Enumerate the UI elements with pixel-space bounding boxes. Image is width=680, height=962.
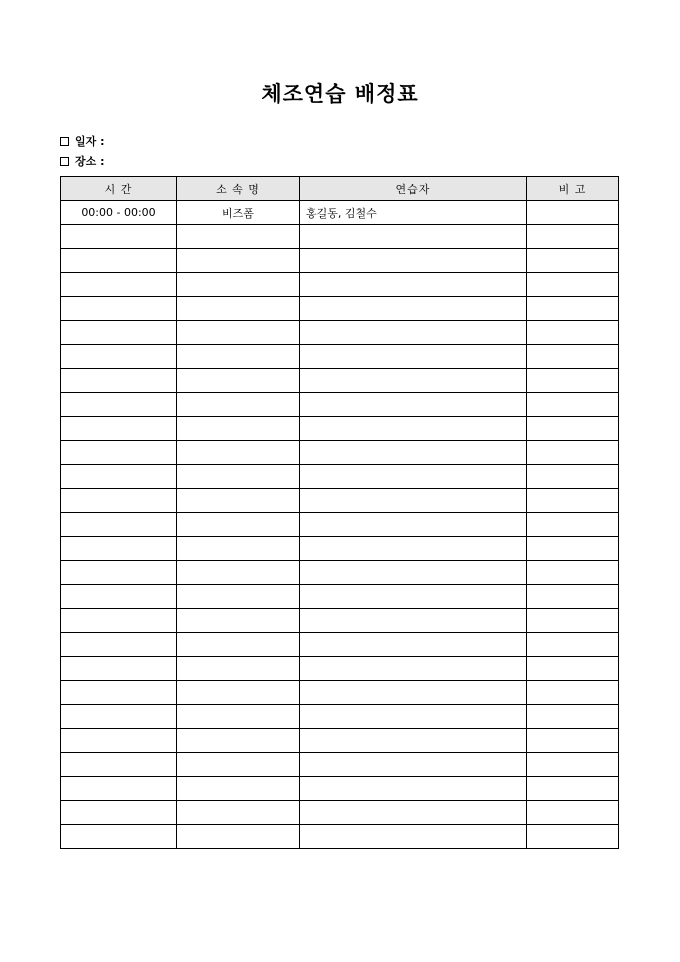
cell-affiliation	[177, 777, 300, 801]
cell-practitioner	[300, 753, 527, 777]
cell-affiliation	[177, 369, 300, 393]
table-row	[61, 441, 619, 465]
table-row	[61, 729, 619, 753]
cell-time	[61, 657, 177, 681]
cell-affiliation	[177, 633, 300, 657]
cell-time	[61, 729, 177, 753]
cell-time	[61, 249, 177, 273]
cell-remarks	[527, 729, 619, 753]
cell-time	[61, 609, 177, 633]
table-row	[61, 321, 619, 345]
cell-affiliation	[177, 801, 300, 825]
table-row	[61, 489, 619, 513]
table-row	[61, 657, 619, 681]
cell-practitioner	[300, 561, 527, 585]
table-row	[61, 417, 619, 441]
cell-time	[61, 321, 177, 345]
table-row	[61, 753, 619, 777]
cell-remarks	[527, 753, 619, 777]
table-row	[61, 705, 619, 729]
cell-time	[61, 417, 177, 441]
cell-remarks	[527, 441, 619, 465]
cell-remarks	[527, 369, 619, 393]
cell-affiliation	[177, 345, 300, 369]
cell-time	[61, 225, 177, 249]
cell-affiliation	[177, 729, 300, 753]
table-row	[61, 297, 619, 321]
cell-practitioner	[300, 249, 527, 273]
table-row	[61, 633, 619, 657]
cell-remarks	[527, 225, 619, 249]
checkbox-icon	[60, 137, 69, 146]
cell-affiliation	[177, 321, 300, 345]
cell-remarks	[527, 561, 619, 585]
cell-time	[61, 345, 177, 369]
cell-practitioner	[300, 393, 527, 417]
cell-remarks	[527, 345, 619, 369]
table-row	[61, 777, 619, 801]
date-field	[60, 133, 104, 149]
cell-remarks	[527, 777, 619, 801]
cell-practitioner	[300, 681, 527, 705]
cell-practitioner	[300, 225, 527, 249]
cell-time	[61, 393, 177, 417]
cell-affiliation	[177, 513, 300, 537]
cell-affiliation	[177, 393, 300, 417]
cell-remarks	[527, 273, 619, 297]
cell-affiliation	[177, 609, 300, 633]
table-row	[61, 609, 619, 633]
cell-practitioner	[300, 705, 527, 729]
cell-time	[61, 297, 177, 321]
cell-practitioner	[300, 297, 527, 321]
cell-time	[61, 561, 177, 585]
table-row	[61, 825, 619, 849]
cell-remarks	[527, 681, 619, 705]
header-time: 시 간	[61, 177, 177, 201]
page-title: 체조연습 배정표	[261, 81, 419, 106]
cell-remarks	[527, 633, 619, 657]
schedule-table	[60, 176, 619, 849]
cell-practitioner	[300, 273, 527, 297]
cell-time	[61, 537, 177, 561]
cell-affiliation	[177, 657, 300, 681]
cell-remarks	[527, 465, 619, 489]
cell-affiliation	[177, 825, 300, 849]
cell-time	[61, 753, 177, 777]
cell-remarks	[527, 249, 619, 273]
cell-time	[61, 465, 177, 489]
cell-time	[61, 681, 177, 705]
cell-remarks	[527, 393, 619, 417]
cell-remarks	[527, 417, 619, 441]
cell-time	[61, 489, 177, 513]
cell-practitioner	[300, 609, 527, 633]
cell-practitioner	[300, 537, 527, 561]
cell-time	[61, 513, 177, 537]
table-body	[61, 201, 619, 849]
cell-remarks	[527, 657, 619, 681]
cell-affiliation	[177, 273, 300, 297]
cell-time	[61, 777, 177, 801]
table-row	[61, 249, 619, 273]
table-row	[61, 465, 619, 489]
cell-affiliation	[177, 561, 300, 585]
table-row	[61, 345, 619, 369]
header-affiliation: 소 속 명	[177, 177, 300, 201]
cell-time	[61, 369, 177, 393]
cell-practitioner	[300, 417, 527, 441]
cell-affiliation	[177, 249, 300, 273]
cell-practitioner	[300, 657, 527, 681]
cell-practitioner	[300, 321, 527, 345]
table-row	[61, 537, 619, 561]
header-practitioner: 연습자	[300, 177, 527, 201]
table-row	[61, 513, 619, 537]
cell-affiliation	[177, 585, 300, 609]
cell-practitioner	[300, 633, 527, 657]
cell-remarks	[527, 297, 619, 321]
cell-affiliation	[177, 465, 300, 489]
cell-practitioner	[300, 825, 527, 849]
cell-time	[61, 825, 177, 849]
cell-time	[61, 633, 177, 657]
cell-practitioner	[300, 465, 527, 489]
table-row	[61, 201, 619, 225]
date-label: 일자 :	[75, 135, 105, 148]
table-row	[61, 585, 619, 609]
cell-practitioner	[300, 801, 527, 825]
cell-remarks	[527, 609, 619, 633]
cell-remarks	[527, 489, 619, 513]
cell-practitioner	[300, 513, 527, 537]
table-row	[61, 561, 619, 585]
cell-time	[61, 441, 177, 465]
cell-affiliation	[177, 753, 300, 777]
checkbox-icon	[60, 157, 69, 166]
table-row	[61, 369, 619, 393]
cell-remarks	[527, 585, 619, 609]
cell-practitioner	[300, 729, 527, 753]
cell-affiliation	[177, 225, 300, 249]
cell-affiliation	[177, 705, 300, 729]
cell-remarks	[527, 705, 619, 729]
cell-time	[61, 273, 177, 297]
cell-remarks	[527, 201, 619, 225]
cell-remarks	[527, 537, 619, 561]
table-row	[61, 225, 619, 249]
cell-remarks	[527, 321, 619, 345]
cell-affiliation	[177, 537, 300, 561]
table-header-row	[61, 177, 619, 201]
cell-remarks	[527, 825, 619, 849]
cell-remarks	[527, 801, 619, 825]
table-row	[61, 681, 619, 705]
header-remarks: 비 고	[527, 177, 619, 201]
cell-time	[61, 801, 177, 825]
cell-practitioner	[300, 441, 527, 465]
cell-affiliation	[177, 489, 300, 513]
cell-remarks	[527, 513, 619, 537]
cell-affiliation	[177, 441, 300, 465]
table-row	[61, 273, 619, 297]
cell-affiliation	[177, 297, 300, 321]
place-field	[60, 153, 104, 169]
cell-time	[61, 585, 177, 609]
cell-time	[61, 705, 177, 729]
cell-practitioner	[300, 585, 527, 609]
cell-affiliation: 비즈폼	[177, 201, 300, 225]
cell-practitioner	[300, 489, 527, 513]
table-row	[61, 801, 619, 825]
cell-practitioner: 홍길동, 김철수	[300, 201, 527, 225]
cell-time: 00:00 - 00:00	[61, 201, 177, 225]
cell-practitioner	[300, 345, 527, 369]
place-label: 장소 :	[75, 155, 105, 168]
cell-practitioner	[300, 777, 527, 801]
cell-affiliation	[177, 681, 300, 705]
table-row	[61, 393, 619, 417]
cell-practitioner	[300, 369, 527, 393]
cell-affiliation	[177, 417, 300, 441]
